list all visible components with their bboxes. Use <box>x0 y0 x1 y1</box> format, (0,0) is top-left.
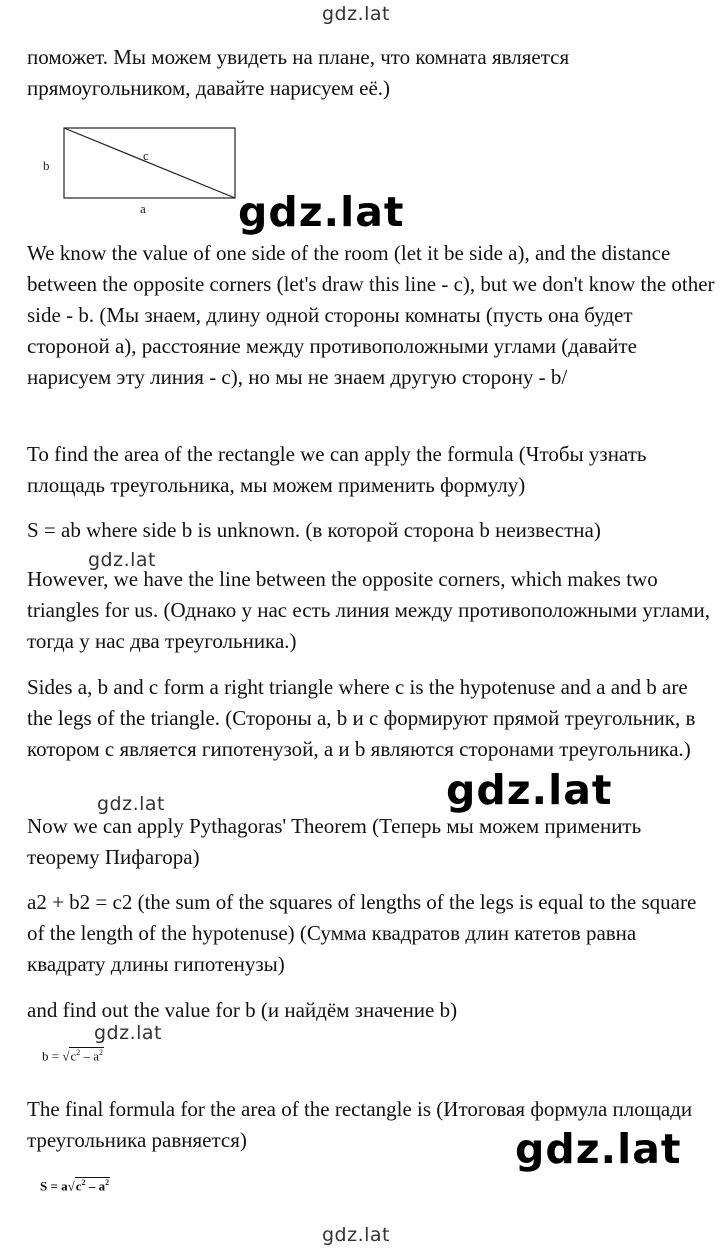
paragraph-two-triangles: However, we have the line between the opposite corners, which makes two triangles for us. (Однако у нас есть линия между противоположными углами, тогда у нас два треугольника.) <box>27 567 711 653</box>
formula-s <box>40 1177 110 1194</box>
var-a: a <box>93 1048 100 1064</box>
watermark-mid-3: gdz.lat <box>94 1022 163 1044</box>
paragraph-known-values: We know the value of one side of the room (let it be side a), and the distance between the opposite corners (let's draw this line - c), but we don't know the other side - b. (Мы знаем, длину одной стороны комнаты (пусть она будет стороной a), расстояние между противоположными углами (давайте нарисуем эту линия - c), но мы не знаем другую сторону - b/ <box>27 241 715 389</box>
radicand <box>75 1177 110 1194</box>
watermark-bottom: gdz.lat <box>322 1224 391 1246</box>
sqrt-sign: √ <box>62 1048 70 1064</box>
formula-b-lhs: b = <box>42 1048 63 1064</box>
paragraph-area-formula: To find the area of the rectangle we can apply the formula (Чтобы узнать площадь треугольника, мы можем применить формулу) <box>27 442 647 497</box>
minus: – <box>80 1048 94 1064</box>
var-c: c <box>70 1048 77 1064</box>
watermark-large-2: gdz.lat <box>446 766 613 814</box>
var-a: a <box>98 1178 106 1194</box>
sqrt-sign: √ <box>67 1178 75 1194</box>
paragraph-right-triangle: Sides a, b and c form a right triangle where c is the hypotenuse and a and b are the legs of the triangle. (Стороны a, b и c формируют прямой треугольник, в котором c является гипотенузой, а и b являются сторонами треугольника.) <box>27 675 696 761</box>
exp-c: 2 <box>81 1178 86 1187</box>
label-a: a <box>140 201 146 216</box>
exp-a: 2 <box>105 1178 110 1187</box>
paragraph-s-equals-ab: S = ab where side b is unknown. (в которой сторона b неизвестна) <box>27 518 601 542</box>
var-c: c <box>75 1178 82 1194</box>
paragraph-intro: поможет. Мы можем увидеть на плане, что комната является прямоугольником, давайте нарисуем её.) <box>27 45 570 100</box>
formula-s-lhs: S = a <box>40 1178 68 1194</box>
minus: – <box>85 1178 99 1194</box>
formula-b <box>42 1047 104 1064</box>
watermark-top: gdz.lat <box>322 3 391 25</box>
paragraph-pythagoras: Now we can apply Pythagoras' Theorem (Теперь мы можем применить теорему Пифагора) <box>27 814 642 869</box>
watermark-large-1: gdz.lat <box>238 188 405 236</box>
paragraph-final-formula: The final formula for the area of the rectangle is (Итоговая формула площади треугольника равняется) <box>27 1097 693 1152</box>
paragraph-sum-of-squares: a2 + b2 = c2 (the sum of the squares of lengths of the legs is equal to the square of the length of the hypotenuse) (Сумма квадратов длин катетов равна квадрату длины гипотенузы) <box>27 890 697 976</box>
paragraph-find-b: and find out the value for b (и найдём значение b) <box>27 998 458 1022</box>
watermark-large-3: gdz.lat <box>515 1125 682 1173</box>
label-c: c <box>143 148 149 163</box>
label-b: b <box>43 158 50 173</box>
watermark-mid-2: gdz.lat <box>97 793 166 815</box>
rectangle-diagram <box>35 118 265 218</box>
exp-c: 2 <box>76 1048 81 1057</box>
diagonal-line <box>64 128 235 198</box>
watermark-mid-1: gdz.lat <box>88 549 157 571</box>
exp-a: 2 <box>99 1048 104 1057</box>
radicand <box>69 1047 104 1064</box>
